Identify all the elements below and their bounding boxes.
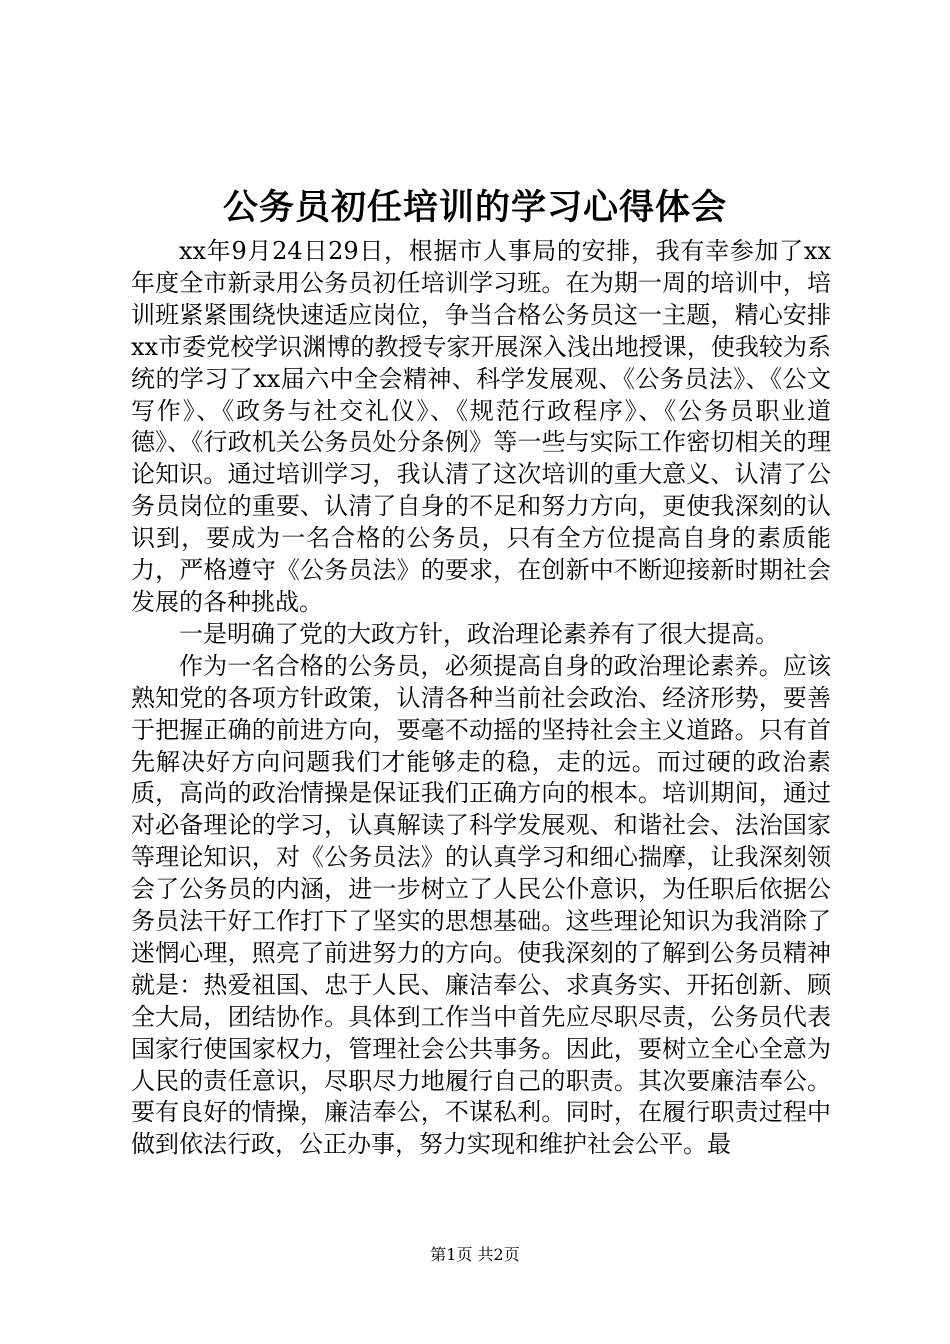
page-number-footer: 第1页 共2页 xyxy=(430,1245,520,1264)
document-title: 公务员初任培训的学习心得体会 xyxy=(222,187,727,228)
paragraph-point-one-heading: 一是明确了党的大政方针，政治理论素养有了很大提高。 xyxy=(179,619,779,648)
paragraph-intro: xx年9月24日29日，根据市人事局的安排，我有幸参加了xx年度全市新录用公务员初任培训学习班。在为期一周的培训中，培训班紧紧围绕快速适应岗位，争当合格公务员这一主题，精心安排xx市委党校学识渊博的教授专家开展深入浅出地授课，使我较为系统的学习了xx届六中全会精神、科学发展观、《公务员法》、《公文写作》、《政务与社交礼仪》、《规范行政程序》、《公务员职业道德》、《行政机关公务员处分条例》等一些与实际工作密切相关的理论知识。通过培训学习，我认清了这次培训的重大意义、认清了公务员岗位的重要、认清了自身的不足和努力方向，更使我深刻的认识到，要成为一名合格的公务员，只有全方位提高自身的素质能力，严格遵守《公务员法》的要求，在创新中不断迎接新时期社会发展的各种挑战。 xyxy=(131,237,831,616)
paragraph-point-one-body: 作为一名合格的公务员，必须提高自身的政治理论素养。应该熟知党的各项方针政策，认清各种当前社会政治、经济形势，要善于把握正确的前进方向，要毫不动摇的坚持社会主义道路。只有首先解决好方向问题我们才能够走的稳，走的远。而过硬的政治素质，高尚的政治情操是保证我们正确方向的根本。培训期间，通过对必备理论的学习，认真解读了科学发展观、和谐社会、法治国家等理论知识，对《公务员法》的认真学习和细心揣摩，让我深刻领会了公务员的内涵，进一步树立了人民公仆意识，为任职后依据公务员法干好工作打下了坚实的思想基础。这些理论知识为我消除了迷惘心理，照亮了前进努力的方向。使我深刻的了解到公务员精神就是：热爱祖国、忠于人民、廉洁奉公、求真务实、开拓创新、顾全大局，团结协作。具体到工作当中首先应尽职尽责，公务员代表国家行使国家权力，管理社会公共事务。因此，要树立全心全意为人民的责任意识，尽职尽力地履行自己的职责。其次要廉洁奉公。要有良好的情操，廉洁奉公，不谋私利。同时，在履行职责过程中做到依法行政，公正办事，努力实现和维护社会公平。最 xyxy=(131,651,831,1159)
document-body xyxy=(131,236,831,1161)
